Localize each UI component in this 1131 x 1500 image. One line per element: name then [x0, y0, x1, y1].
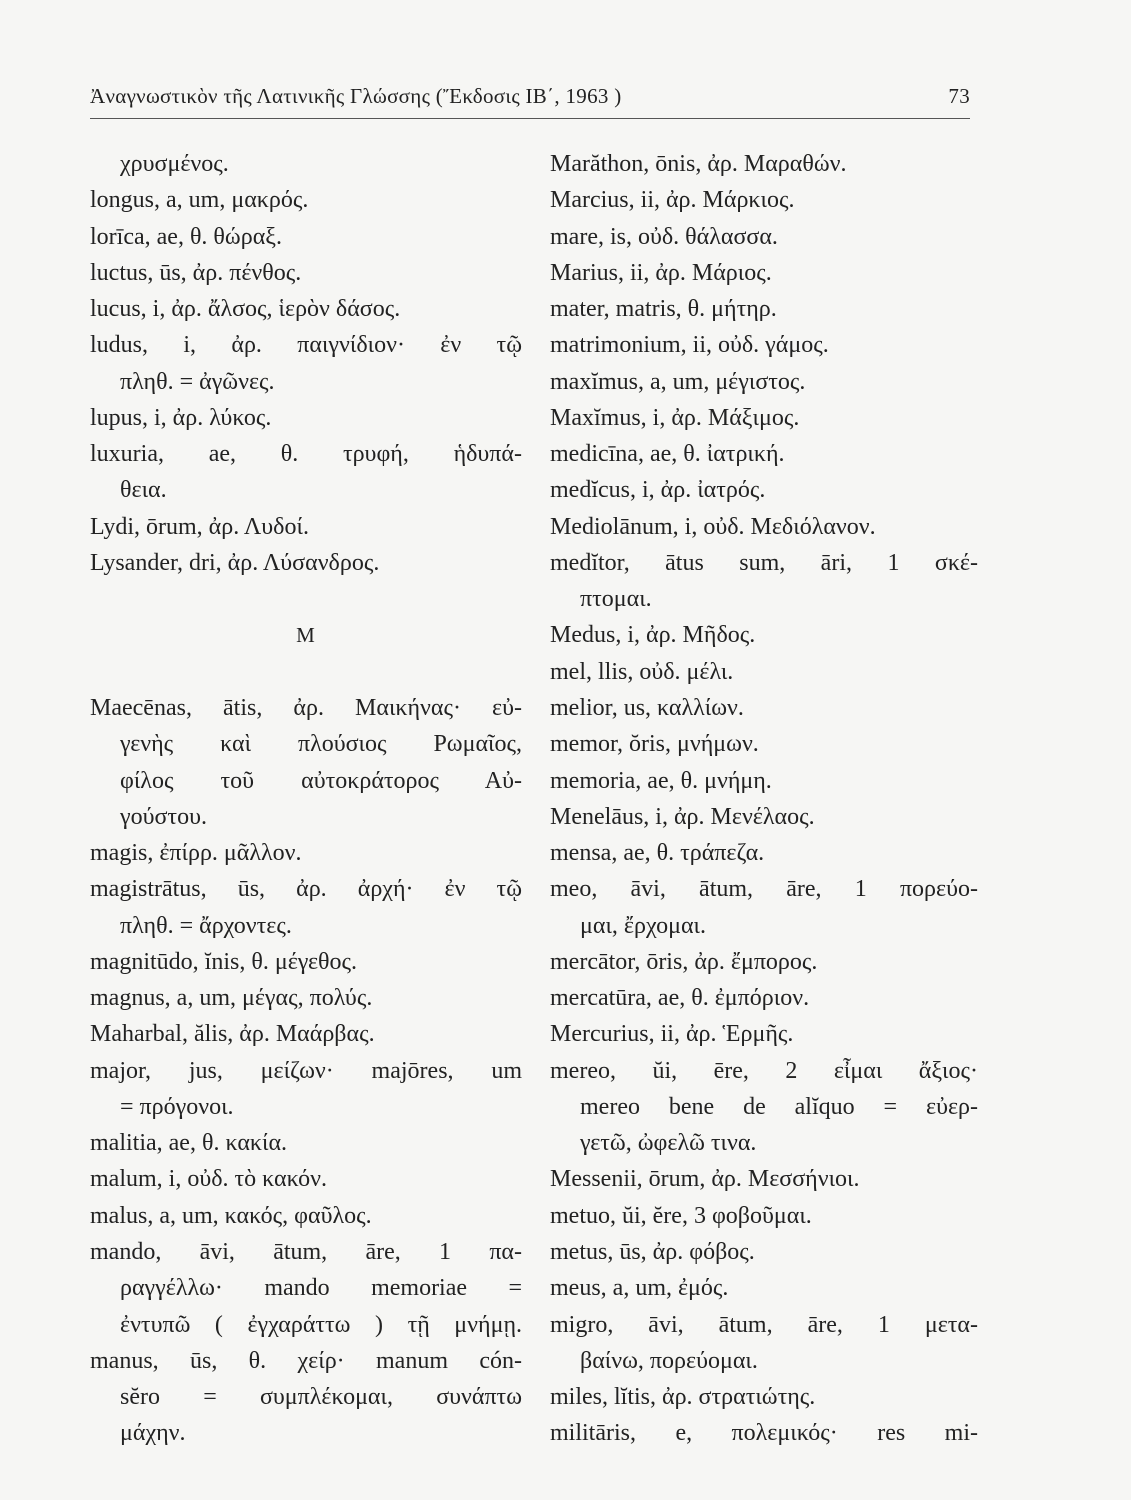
entry-continuation: χρυσμένος.: [120, 151, 229, 177]
page-number: 73: [948, 84, 970, 108]
dictionary-entry: malitia, ae, θ. κακία.: [90, 1130, 288, 1157]
dictionary-entry: lorīca, ae, θ. θώραξ.: [90, 223, 282, 250]
left-column: [90, 146, 522, 1452]
dictionary-entry: medĭtor, ātus sum, āri, 1 σκέ-: [550, 549, 978, 576]
dictionary-entry: lucus, i, ἀρ. ἄλσος, ἱερὸν δάσος.: [90, 296, 401, 323]
header-rule: [90, 118, 970, 119]
section-letter-heading: M: [296, 623, 316, 648]
dictionary-entry: malus, a, um, κακός, φαῦλος.: [90, 1202, 372, 1229]
dictionary-entry: mereo, ŭi, ēre, 2 εἶμαι ἄξιος·: [550, 1057, 978, 1084]
dictionary-entry: luctus, ūs, ἀρ. πένθος.: [90, 259, 302, 286]
dictionary-entry: malum, i, οὐδ. τὸ κακόν.: [90, 1166, 328, 1193]
dictionary-entry: maxĭmus, a, um, μέγιστος.: [550, 368, 806, 395]
dictionary-entry: Menelāus, i, ἀρ. Μενέλαος.: [550, 803, 815, 830]
dictionary-entry: mel, llis, οὐδ. μέλι.: [550, 658, 734, 685]
entry-continuation: βαίνω, πορεύομαι.: [580, 1347, 758, 1374]
dictionary-entry: Mercurius, ii, ἀρ. Ἑρμῆς.: [550, 1021, 794, 1048]
entry-continuation: ραγγέλλω· mando memoriae =: [120, 1275, 522, 1302]
dictionary-entry: meo, āvi, ātum, āre, 1 πορεύο-: [550, 876, 978, 903]
dictionary-entry: Mediolānum, i, οὐδ. Μεδιόλανον.: [550, 513, 876, 540]
running-title: Ἀναγνωστικὸν τῆς Λατινικῆς Γλώσσης (Ἔκδοσις ΙΒ΄, 1963 ): [90, 84, 622, 108]
dictionary-entry: memor, ŏris, μνήμων.: [550, 731, 759, 758]
dictionary-entry: Maecēnas, ātis, ἀρ. Μαικήνας· εὐ-: [90, 694, 522, 721]
dictionary-entry: major, jus, μείζων· majōres, um: [90, 1057, 522, 1084]
dictionary-entry: miles, lĭtis, ἀρ. στρατιώτης.: [550, 1384, 816, 1411]
right-column: [550, 146, 978, 1452]
dictionary-entry: luxuria, ae, θ. τρυφή, ἡδυπά-: [90, 441, 522, 468]
dictionary-entry: manus, ūs, θ. χείρ· manum cón-: [90, 1347, 522, 1374]
entry-continuation: θεια.: [120, 477, 167, 504]
dictionary-entry: mare, is, οὐδ. θάλασσα.: [550, 223, 778, 250]
dictionary-entry: matrimonium, ii, οὐδ. γάμος.: [550, 332, 829, 359]
dictionary-entry: magnus, a, um, μέγας, πολύς.: [90, 985, 373, 1012]
dictionary-entry: mando, āvi, ātum, āre, 1 πα-: [90, 1238, 522, 1265]
dictionary-entry: mercātor, ōris, ἀρ. ἔμπορος.: [550, 948, 818, 975]
entry-continuation: ἐντυπῶ ( ἐγχαράττω ) τῇ μνήμῃ.: [120, 1311, 522, 1338]
dictionary-entry: Marcius, ii, ἀρ. Μάρκιος.: [550, 187, 795, 214]
dictionary-entry: Lydi, ōrum, ἀρ. Λυδοί.: [90, 513, 309, 540]
running-header: [90, 84, 970, 116]
dictionary-entry: magnitūdo, ĭnis, θ. μέγεθος.: [90, 948, 358, 975]
dictionary-entry: medicīna, ae, θ. ἰατρική.: [550, 441, 785, 468]
entry-continuation: μάχην.: [120, 1420, 186, 1447]
dictionary-entry: Lysander, dri, ἀρ. Λύσανδρος.: [90, 549, 380, 576]
entry-continuation: φίλος τοῦ αὐτοκράτορος Αὐ-: [120, 767, 522, 794]
entry-continuation: πληθ. = ἀγῶνες.: [120, 368, 275, 395]
dictionary-entry: metus, ūs, ἀρ. φόβος.: [550, 1238, 755, 1265]
entry-continuation: = πρόγονοι.: [120, 1093, 234, 1120]
dictionary-entry: Messenii, ōrum, ἀρ. Μεσσήνιοι.: [550, 1166, 860, 1193]
dictionary-entry: magistrātus, ūs, ἀρ. ἀρχή· ἐν τῷ: [90, 876, 522, 903]
dictionary-entry: Medus, i, ἀρ. Μῆδος.: [550, 622, 756, 649]
dictionary-entry: ludus, i, ἀρ. παιγνίδιον· ἐν τῷ: [90, 332, 522, 359]
dictionary-entry: melior, us, καλλίων.: [550, 694, 744, 721]
entry-continuation: γούστου.: [120, 803, 207, 830]
dictionary-entry: militāris, e, πολεμικός· res mi-: [550, 1420, 978, 1447]
entry-continuation: γετῶ, ὠφελῶ τινα.: [580, 1130, 757, 1157]
dictionary-entry: metuo, ŭi, ĕre, 3 φοβοῦμαι.: [550, 1202, 812, 1229]
dictionary-entry: mater, matris, θ. μήτηρ.: [550, 296, 777, 323]
dictionary-entry: mercatūra, ae, θ. ἐμπόριον.: [550, 985, 810, 1012]
dictionary-entry: longus, a, um, μακρός.: [90, 187, 309, 214]
entry-continuation: mereo bene de alĭquo = εὐερ-: [580, 1093, 978, 1120]
dictionary-entry: Marăthon, ōnis, ἀρ. Μαραθών.: [550, 151, 847, 177]
entry-continuation: sĕro = συμπλέκομαι, συνάπτω: [120, 1384, 522, 1411]
dictionary-entry: lupus, i, ἀρ. λύκος.: [90, 404, 272, 431]
dictionary-entry: Maharbal, ălis, ἀρ. Μαάρβας.: [90, 1021, 375, 1048]
dictionary-entry: meus, a, um, ἐμός.: [550, 1275, 729, 1302]
entry-continuation: μαι, ἔρχομαι.: [580, 912, 706, 939]
dictionary-entry: medĭcus, i, ἀρ. ἰατρός.: [550, 477, 766, 504]
entry-continuation: γενὴς καὶ πλούσιος Ρωμαῖος,: [120, 731, 522, 758]
dictionary-entry: mensa, ae, θ. τράπεζα.: [550, 840, 765, 867]
dictionary-entry: Maxĭmus, i, ἀρ. Μάξιμος.: [550, 404, 800, 431]
blank-line: [90, 581, 522, 617]
dictionary-entry: migro, āvi, ātum, āre, 1 μετα-: [550, 1311, 978, 1338]
dictionary-entry: Marius, ii, ἀρ. Μάριος.: [550, 259, 772, 286]
entry-continuation: πτομαι.: [580, 586, 652, 613]
entry-continuation: πληθ. = ἄρχοντες.: [120, 912, 292, 939]
blank-line: [90, 654, 522, 690]
dictionary-entry: magis, ἐπίρρ. μᾶλλον.: [90, 840, 302, 867]
dictionary-entry: memoria, ae, θ. μνήμη.: [550, 767, 772, 794]
